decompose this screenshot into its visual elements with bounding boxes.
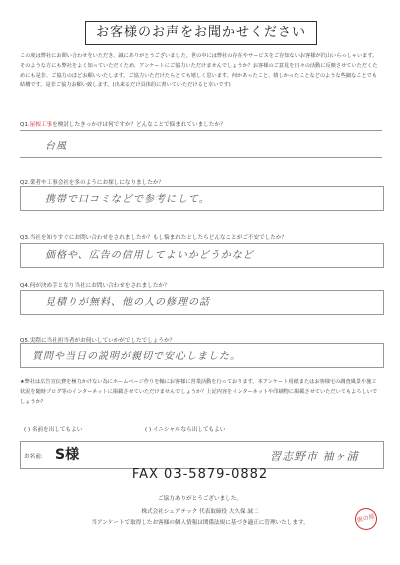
page-title: お客様のお声をお聞かせください [85, 21, 317, 45]
question-5-text: 実際に当社担当者がお伺いしていかがでしたでしょうか？ [29, 338, 176, 344]
option-initial-label: イニシャルなら出してもよい [152, 427, 226, 433]
name-label: お名前: [24, 454, 43, 460]
customer-address: 習志野市 袖ヶ浦 [270, 450, 359, 463]
divider [20, 157, 382, 158]
answer-2: 携帯で口コミなどで参考にして。 [45, 194, 210, 205]
privacy-text: 当アンケートで取得したお客様の個人情報は関係法規に基づき適正に管理いたします。 [91, 520, 309, 526]
answer-4: 見積りが無料、他の人の修理の話 [45, 297, 210, 308]
question-2-prefix: Q2. [20, 180, 30, 186]
question-4-prefix: Q4. [20, 283, 30, 289]
question-4-text: 何が決め手となり当社にお問い合わせをされましたか？ [29, 283, 170, 289]
answer-3: 価格や、広告の信用してよいかどうかなど [45, 250, 254, 261]
company-text: 株式会社シェアテック 代表取締役 大久保 誠二 [141, 509, 259, 515]
question-3-text: 当社を知りすぐにお問い合わせをされましたか？もし悩まれたとしたらどんなことがご不安でしたか？ [29, 235, 288, 241]
question-5-prefix: Q5. [20, 338, 30, 344]
answer-5: 質問や当日の説明が親切で安心しました。 [32, 351, 241, 362]
fax-number: FAX 03-5879-0882 [131, 467, 269, 482]
intro-text: この度は弊社にお問い合わせをいただき、誠にありがとうございました。世の中には弊社の存在やサービスをご存知ないお客様が沢山いらっしゃいます。そのような方にも弊社をよく知っていただくため、アンケートにご協力いただけませんでしょうか？お客様のご意見を日々の活動に反映させていただくためにも是非、ご協力のほどお願いいたします。ご協力いただけたらとても嬉しく思います。何かあったこと、嬉しかったことなどのような些細なことでも結構です。是非ご協力お願い致します。(出来るだけ具体的に書いていただけると幸いです) [20, 53, 378, 89]
question-4 [20, 281, 170, 289]
question-2 [20, 178, 164, 186]
question-3 [20, 233, 287, 241]
divider [20, 130, 382, 131]
customer-name: S様 [55, 447, 80, 463]
company-stamp: 街の屋 [353, 506, 380, 533]
answer-1: 台風 [45, 141, 67, 152]
question-1 [20, 120, 226, 128]
question-2-text: 業者や工事会社を多のようにお探しになりましたか？ [29, 180, 165, 186]
checkbox-icon: ( ) [145, 427, 152, 433]
notice-text: ★弊社は広告宣伝費を極力かけない為にホームページ作りを軸にお客様に営業活動を行っております。本アンケート用紙またはお客様宅の調査風景や施工状況を随時ブログ等のインターネットに掲載させていただけませんでしょうか？上記内容をインターネットや印刷物に掲載させていただいてもよろしいでしょうか？ [20, 379, 378, 405]
question-1-text: を検討したきっかけは何ですか？どんなことで悩まれていましたか？ [52, 122, 226, 128]
question-3-prefix: Q3. [20, 235, 30, 241]
option-initial[interactable] [145, 425, 225, 433]
option-name-label: 名前を出してもよい [31, 427, 83, 433]
question-1-highlight: 屋根工事 [29, 122, 53, 128]
checkbox-icon: ( ) [24, 427, 31, 433]
question-1-prefix: Q1. [20, 122, 30, 128]
thanks-text: ご協力ありがとうございました。 [158, 496, 242, 502]
option-name[interactable] [24, 425, 82, 433]
